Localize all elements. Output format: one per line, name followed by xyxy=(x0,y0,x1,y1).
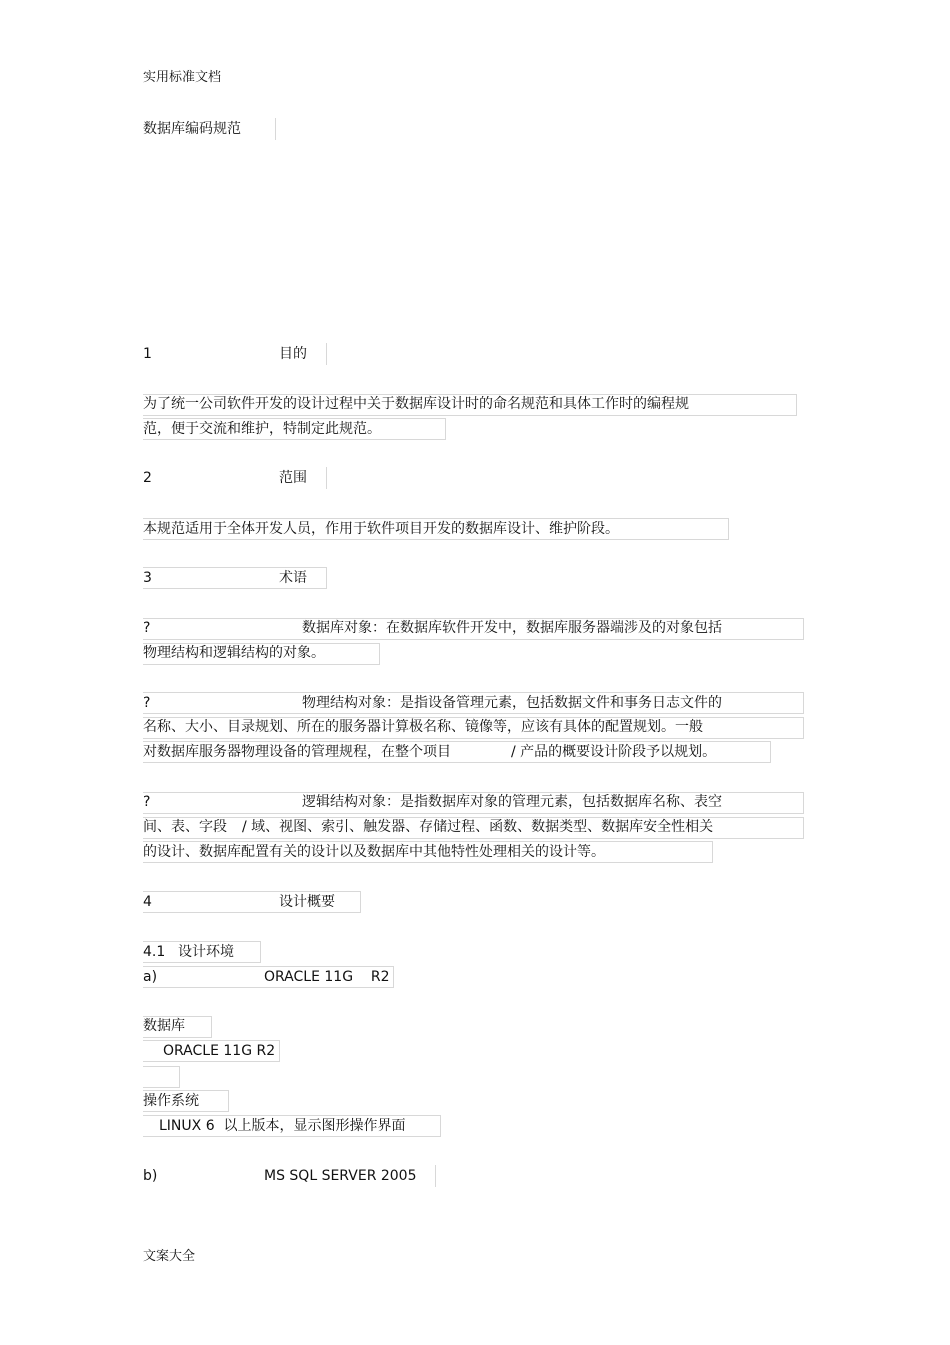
term-2-line-2: 名称、大小、目录规划、所在的服务器计算极名称、镜像等，应该有具体的配置规划。一般 xyxy=(143,719,703,735)
env-b-label: b) xyxy=(143,1168,158,1184)
page-header: 实用标准文档 xyxy=(143,70,222,85)
term-3-bullet: ? xyxy=(143,794,151,810)
term-3-line-2b: / 域、视图、索引、触发器、存储过程、函数、数据类型、数据库安全性相关 xyxy=(242,819,714,835)
section-2-rule xyxy=(326,467,327,489)
term-2-bullet: ? xyxy=(143,695,151,711)
section-1-rule xyxy=(326,343,327,365)
term-1-bullet: ? xyxy=(143,620,151,636)
section-1-title: 目的 xyxy=(279,346,307,362)
section-3-title: 术语 xyxy=(279,570,307,586)
env-a-label: a) xyxy=(143,969,158,985)
term-2-line-3b: / 产品的概要设计阶段予以规划。 xyxy=(511,744,717,760)
heading-box xyxy=(143,567,327,589)
env-b-value: MS SQL SERVER 2005 xyxy=(264,1168,417,1184)
env-b-rule xyxy=(435,1165,436,1187)
section-3-number: 3 xyxy=(143,570,152,586)
section-1-paragraph-line-2: 范，便于交流和维护，特制定此规范。 xyxy=(143,421,381,437)
section-4-title: 设计概要 xyxy=(279,894,335,910)
env-a-value: ORACLE 11G R2 xyxy=(264,969,390,985)
section-2-title: 范围 xyxy=(279,470,307,486)
os-label: 操作系统 xyxy=(143,1093,199,1109)
term-2-line-1: 物理结构对象：是指设备管理元素，包括数据文件和事务日志文件的 xyxy=(302,695,722,711)
term-3-line-3: 的设计、数据库配置有关的设计以及数据库中其他特性处理相关的设计等。 xyxy=(143,844,605,860)
section-4-number: 4 xyxy=(143,894,152,910)
term-1-line-2: 物理结构和逻辑结构的对象。 xyxy=(143,645,325,661)
subsection-4-1-title: 设计环境 xyxy=(178,944,234,960)
section-1-paragraph-line-1: 为了统一公司软件开发的设计过程中关于数据库设计时的命名规范和具体工作时的编程规 xyxy=(143,396,689,412)
section-2-paragraph: 本规范适用于全体开发人员，作用于软件项目开发的数据库设计、维护阶段。 xyxy=(143,521,619,537)
empty-box xyxy=(143,1066,180,1088)
os-value: LINUX 6 以上版本，显示图形操作界面 xyxy=(159,1118,406,1134)
db-label: 数据库 xyxy=(143,1018,185,1034)
term-3-line-1: 逻辑结构对象：是指数据库对象的管理元素，包括数据库名称、表空 xyxy=(302,794,722,810)
section-2-number: 2 xyxy=(143,470,152,486)
section-1-number: 1 xyxy=(143,346,152,362)
term-2-line-3a: 对数据库服务器物理设备的管理规程，在整个项目 xyxy=(143,744,451,760)
page-footer: 文案大全 xyxy=(143,1249,196,1264)
term-3-line-2a: 间、表、字段 xyxy=(143,819,227,835)
db-value: ORACLE 11G R2 xyxy=(163,1043,276,1059)
document-title: 数据库编码规范 xyxy=(143,121,241,137)
title-rule xyxy=(275,118,276,140)
subsection-4-1-number: 4.1 xyxy=(143,944,166,960)
term-1-line-1: 数据库对象：在数据库软件开发中，数据库服务器端涉及的对象包括 xyxy=(302,620,722,636)
